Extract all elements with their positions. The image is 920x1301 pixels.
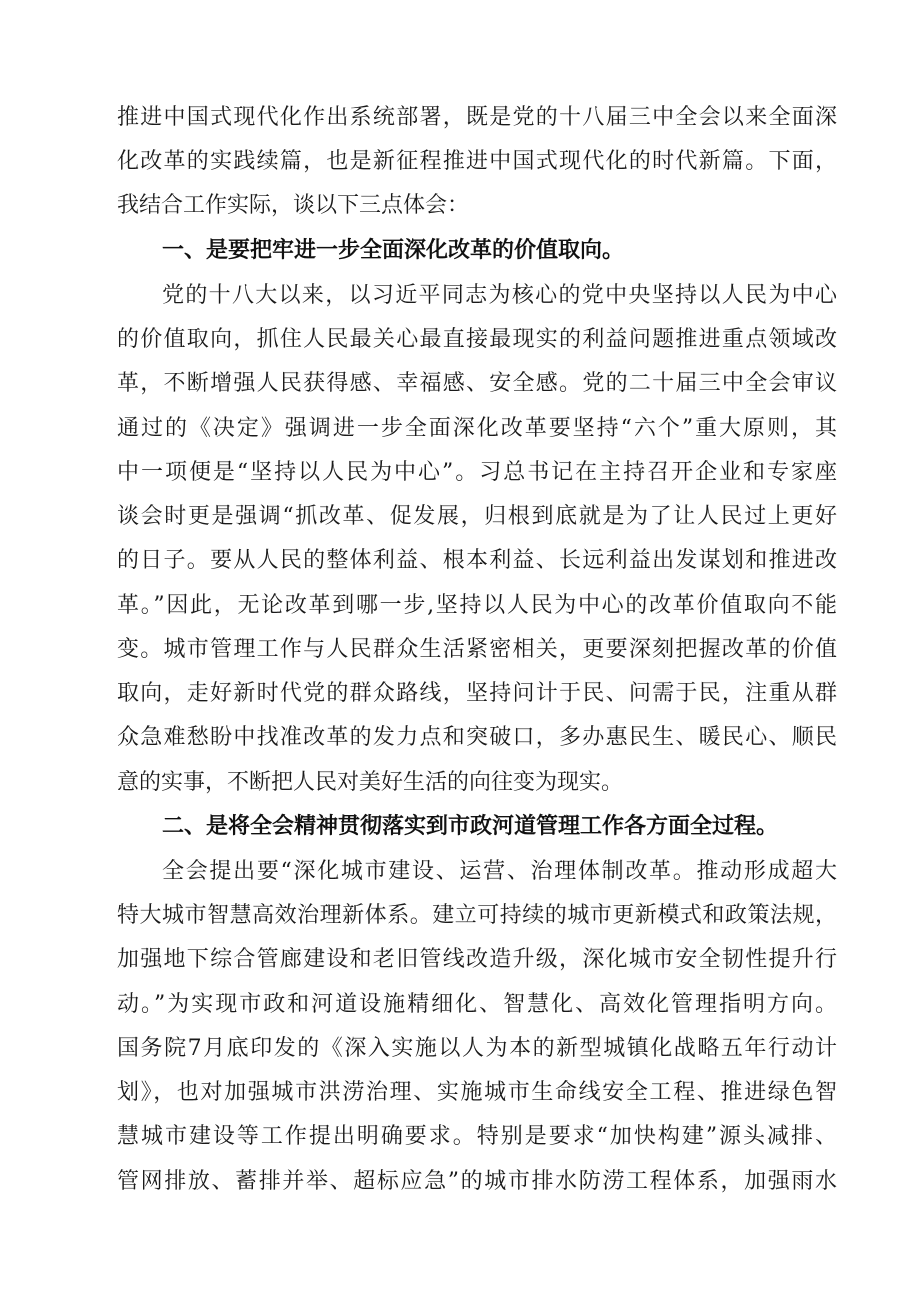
section-1-line: 众急难愁盼中找准改革的发力点和突破口，多办惠民生、暖民心、顺民 xyxy=(117,725,837,750)
section-2-line: 划》，也对加强城市洪涝治理、实施城市生命线安全工程、推进绿色智 xyxy=(117,1080,837,1105)
section-1-line: 革。”因此，无论改革到哪一步,坚持以人民为中心的改革价值取向不能 xyxy=(117,593,837,618)
section-1-line: 的日子。要从人民的整体利益、根本利益、长远利益出发谋划和推进改 xyxy=(117,548,837,573)
section-2-line: 慧城市建设等工作提出明确要求。特别是要求“加快构建”源头减排、 xyxy=(117,1124,837,1149)
section-2-line: 国务院7月底印发的《深入实施以人为本的新型城镇化战略五年行动计 xyxy=(117,1036,837,1061)
section-1-line: 中一项便是“坚持以人民为中心”。习总书记在主持召开企业和专家座 xyxy=(117,460,837,485)
section-1-line: 变。城市管理工作与人民群众生活紧密相关，更要深刻把握改革的价值 xyxy=(117,637,837,662)
section-1-line: 革，不断增强人民获得感、幸福感、安全感。党的二十届三中全会审议 xyxy=(117,371,837,396)
section-2-heading: 二、是将全会精神贯彻落实到市政河道管理工作各方面全过程。 xyxy=(162,814,779,839)
intro-line: 推进中国式现代化作出系统部署，既是党的十八届三中全会以来全面深 xyxy=(117,105,837,130)
section-1-line: 党的十八大以来，以习近平同志为核心的党中央坚持以人民为中心 xyxy=(162,283,837,308)
section-2-line: 加强地下综合管廊建设和老旧管线改造升级，深化城市安全韧性提升行 xyxy=(117,947,837,972)
section-1-line: 谈会时更是强调“抓改革、促发展，归根到底就是为了让人民过上更好 xyxy=(117,504,837,529)
section-2-line: 管网排放、蓄排并举、超标应急”的城市排水防涝工程体系，加强雨水 xyxy=(117,1169,837,1194)
intro-line: 我结合工作实际，谈以下三点体会： xyxy=(117,193,470,218)
intro-line: 化改革的实践续篇，也是新征程推进中国式现代化的时代新篇。下面， xyxy=(117,149,837,174)
section-2-line: 全会提出要“深化城市建设、运营、治理体制改革。推动形成超大 xyxy=(162,859,837,884)
section-1-line: 通过的《决定》强调进一步全面深化改革要坚持“六个”重大原则，其 xyxy=(117,416,837,441)
section-2-line: 动。”为实现市政和河道设施精细化、智慧化、高效化管理指明方向。 xyxy=(117,992,837,1017)
section-1-line: 的价值取向，抓住人民最关心最直接最现实的利益问题推进重点领域改 xyxy=(117,327,837,352)
section-1-line: 意的实事，不断把人民对美好生活的向往变为现实。 xyxy=(117,770,624,795)
section-1-line: 取向，走好新时代党的群众路线，坚持问计于民、问需于民，注重从群 xyxy=(117,681,837,706)
section-1-heading: 一、是要把牢进一步全面深化改革的价值取向。 xyxy=(162,238,625,263)
section-2-line: 特大城市智慧高效治理新体系。建立可持续的城市更新模式和政策法规， xyxy=(117,903,837,928)
